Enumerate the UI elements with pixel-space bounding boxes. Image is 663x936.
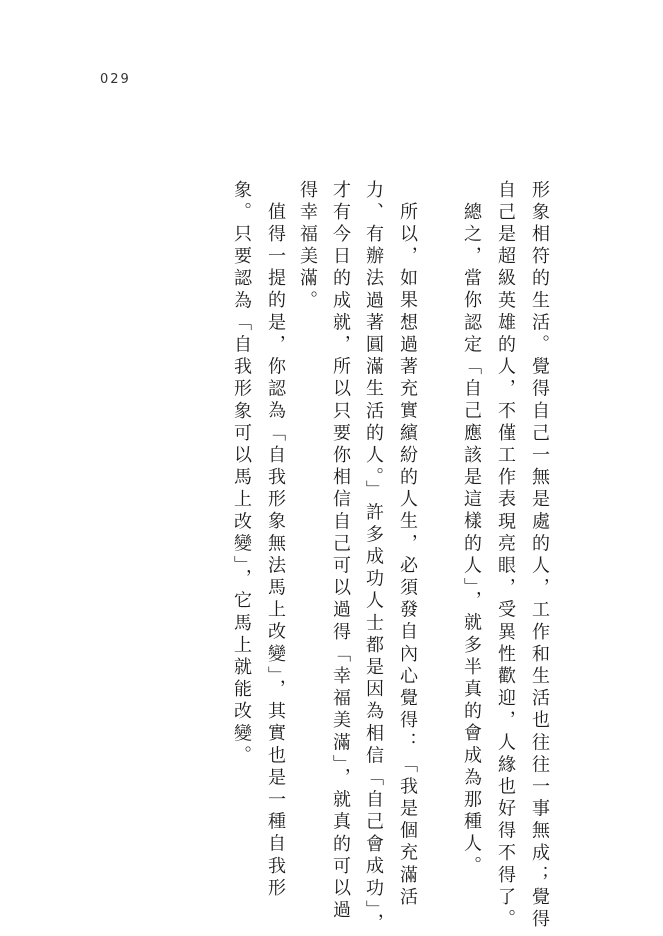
text-column: 象。只要認為「自我形象可以馬上改變」，它馬上就能改變。 — [231, 180, 252, 768]
text-column: 所以，如果想過著充實繽紛的人生，必須發自內心覺得：「我是個充滿活 — [397, 202, 418, 910]
text-column: 得幸福美滿。 — [297, 180, 318, 313]
text-column: 值得一提的是，你認為「自我形象無法馬上改變」，其實也是一種自我形 — [265, 202, 286, 901]
text-column: 自己是超級英雄的人，不僅工作表現亮眼，受異性歡迎，人緣也好得不得了。 — [495, 180, 516, 932]
text-column: 才有今日的成就，所以只要你相信自己可以過得「幸福美滿」，就真的可以過 — [330, 180, 351, 923]
text-column: 形象相符的生活。覺得自己一無是處的人，工作和生活也往往一事無成；覺得 — [529, 180, 550, 932]
page-number: 029 — [100, 72, 131, 87]
text-column: 總之，當你認定「自己應該是這樣的人」，就多半真的會成為那種人。 — [461, 202, 482, 879]
text-column: 力、有辦法過著圓滿生活的人。」許多成功人士都是因為相信「自己會成功」， — [363, 180, 384, 936]
